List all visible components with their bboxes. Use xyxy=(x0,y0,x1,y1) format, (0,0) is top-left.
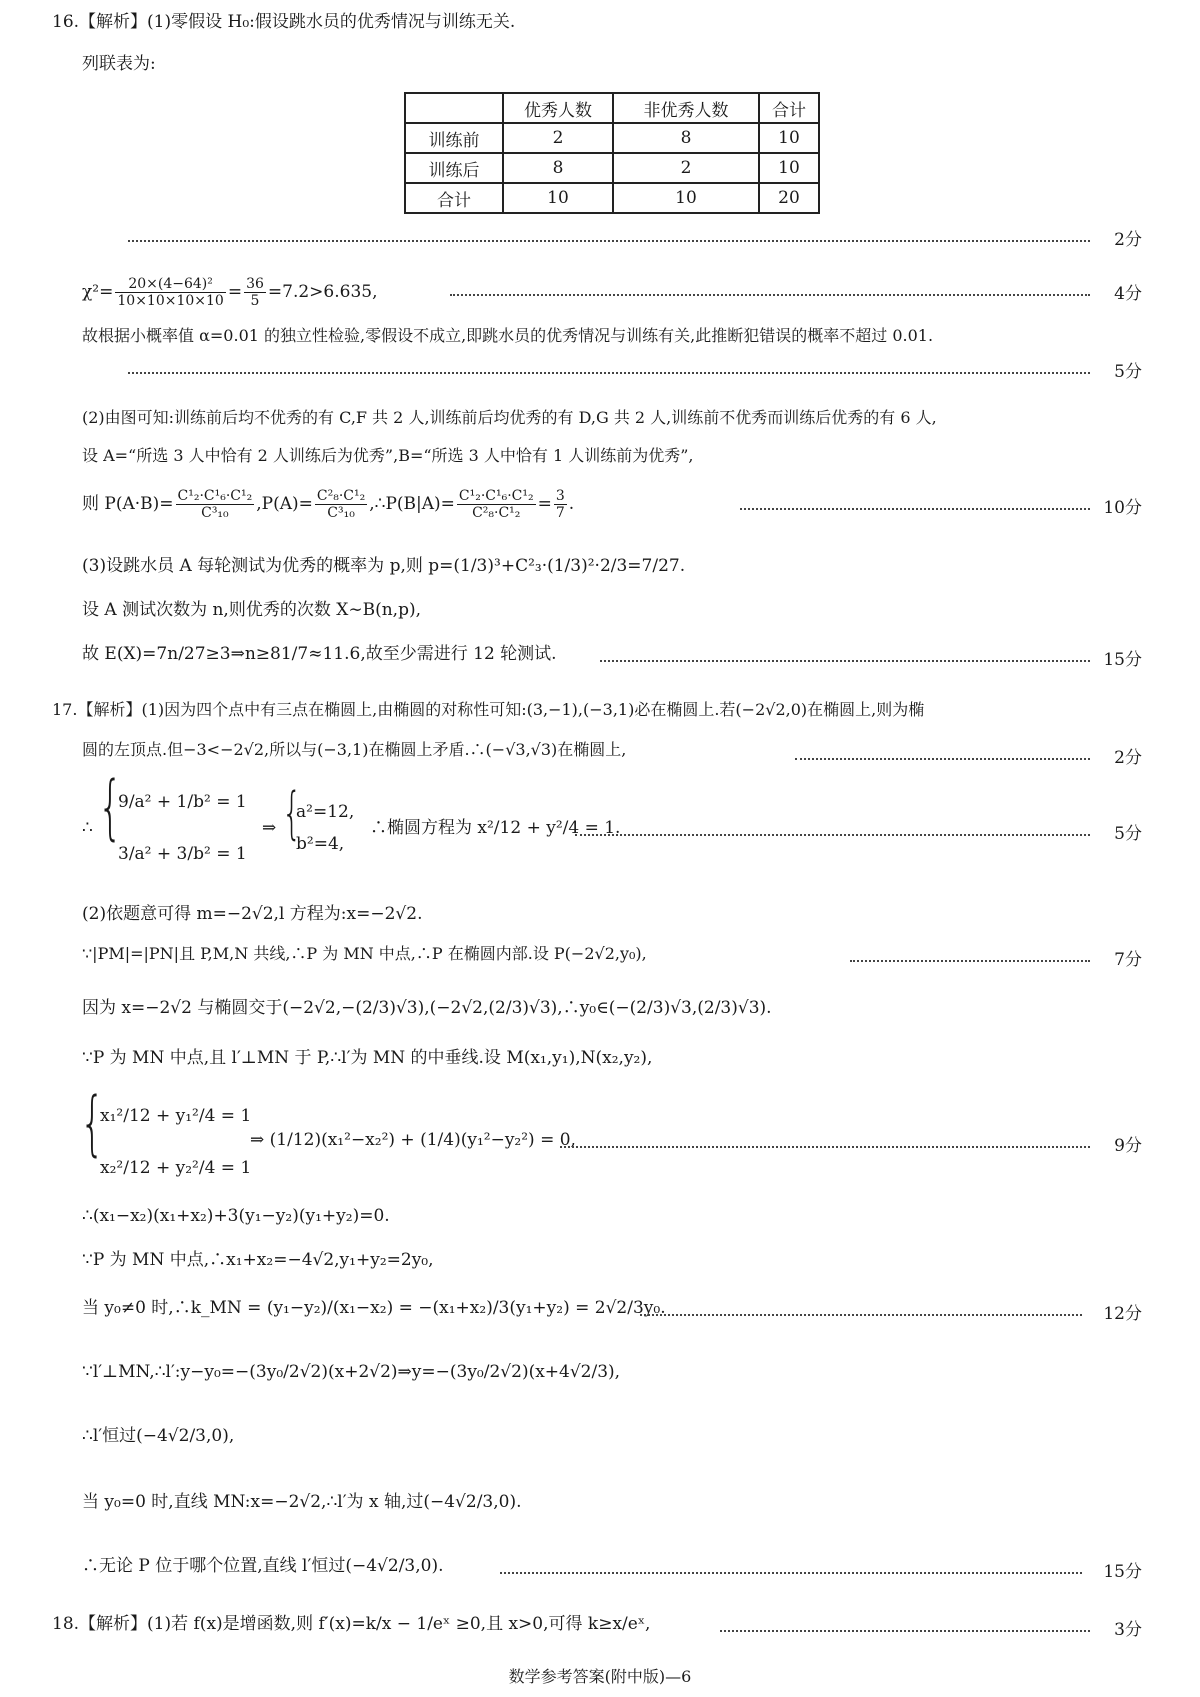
q17-line: 因为 x=−2√2 与椭圆交于(−2√2,−(2/3)√3),(−2√2,(2/3)√3),∴y₀∈(−(2/3)√3,(2/3)√3). xyxy=(82,998,772,1018)
chi-square-formula xyxy=(82,276,378,309)
score: 9分 xyxy=(1114,1136,1142,1156)
fraction xyxy=(554,488,567,521)
formula-part: ,∴P(B|A)= xyxy=(369,494,455,514)
q17-line: ∵l′⊥MN,∴l′:y−y₀=−(3y₀/2√2)(x+2√2)⇒y=−(3y₀/2√2)(x+4√2/3), xyxy=(82,1362,621,1382)
table-header-cell xyxy=(405,93,503,123)
leader-dots xyxy=(128,372,1090,374)
q17-line: ∵P 为 MN 中点,且 l′⊥MN 于 P,∴l′为 MN 的中垂线.设 M(x₁,y₁),N(x₂,y₂), xyxy=(82,1048,653,1068)
ellipse-equation: ∴椭圆方程为 x²/12 + y²/4 = 1. xyxy=(370,818,621,838)
table-cell: 10 xyxy=(503,183,613,213)
table-header-cell: 优秀人数 xyxy=(503,93,613,123)
formula-part: = xyxy=(537,494,552,514)
contingency-table xyxy=(404,92,820,214)
implies-symbol: ⇒ xyxy=(262,818,277,838)
leader-dots xyxy=(560,1146,1090,1148)
formula-part: ,P(A)= xyxy=(256,494,313,514)
q17-heading: 17.【解析】(1)因为四个点中有三点在椭圆上,由椭圆的对称性可知:(3,−1),(−3,1)必在椭圆上.若(−2√2,0)在椭圆上,则为椭 xyxy=(52,700,925,719)
fraction xyxy=(115,276,225,309)
table-cell: 10 xyxy=(613,183,759,213)
formula-part: = xyxy=(227,282,243,302)
table-cell: 训练前 xyxy=(405,123,503,153)
denominator: 10×10×10×10 xyxy=(117,293,224,309)
fraction xyxy=(457,488,536,521)
q16-part3-line: 故 E(X)=7n/27≥3⇒n≥81/7≈11.6,故至少需进行 12 轮测试. xyxy=(82,644,557,664)
left-brace: { xyxy=(80,1082,105,1164)
q16-table-intro: 列联表为: xyxy=(82,54,156,74)
table-header-cell: 非优秀人数 xyxy=(613,93,759,123)
numerator: C¹₂·C¹₆·C¹₂ xyxy=(177,488,253,504)
leader-dots xyxy=(795,758,1090,760)
score: 4分 xyxy=(1114,284,1142,304)
table-cell: 20 xyxy=(759,183,819,213)
denominator: 7 xyxy=(555,505,565,521)
score: 2分 xyxy=(1114,748,1142,768)
score: 3分 xyxy=(1114,1620,1142,1640)
left-brace: { xyxy=(98,766,123,848)
system-equation: 9/a² + 1/b² = 1 xyxy=(118,792,247,812)
q17-line: ∴无论 P 位于哪个位置,直线 l′恒过(−4√2/3,0). xyxy=(82,1556,444,1576)
table-row xyxy=(405,183,819,213)
formula-part: 则 P(A·B)= xyxy=(82,494,174,514)
denominator: C²₈·C¹₂ xyxy=(472,505,521,521)
probability-formula xyxy=(82,488,574,521)
system-equation: 3/a² + 3/b² = 1 xyxy=(118,844,247,864)
numerator: 3 xyxy=(555,488,565,504)
formula-part: χ²= xyxy=(82,282,114,302)
page-footer: 数学参考答案(附中版)—6 xyxy=(508,1667,692,1686)
score: 7分 xyxy=(1114,950,1142,970)
table-header-row xyxy=(405,93,819,123)
formula-part: =7.2>6.635, xyxy=(267,282,378,302)
leader-dots xyxy=(500,1572,1082,1574)
left-brace: { xyxy=(282,781,302,846)
formula-part: . xyxy=(568,494,575,514)
system-result: ⇒ (1/12)(x₁²−x₂²) + (1/4)(y₁²−y₂²) = 0, xyxy=(250,1130,576,1150)
numerator: C¹₂·C¹₆·C¹₂ xyxy=(458,488,534,504)
denominator: C³₁₀ xyxy=(201,505,229,521)
q17-line: ∴l′恒过(−4√2/3,0), xyxy=(82,1426,235,1446)
table-cell: 8 xyxy=(613,123,759,153)
score: 5分 xyxy=(1114,362,1142,382)
table-header-cell: 合计 xyxy=(759,93,819,123)
denominator: 5 xyxy=(250,293,260,309)
q17-line: 当 y₀=0 时,直线 MN:x=−2√2,∴l′为 x 轴,过(−4√2/3,0). xyxy=(82,1492,522,1512)
therefore-symbol: ∴ xyxy=(82,818,93,838)
leader-dots xyxy=(128,240,1090,242)
q17-line: ∵P 为 MN 中点,∴x₁+x₂=−4√2,y₁+y₂=2y₀, xyxy=(82,1250,434,1270)
fraction xyxy=(315,488,367,521)
leader-dots xyxy=(600,660,1090,662)
table-cell: 10 xyxy=(759,123,819,153)
q17-line: ∴(x₁−x₂)(x₁+x₂)+3(y₁−y₂)(y₁+y₂)=0. xyxy=(82,1206,390,1226)
table-row xyxy=(405,123,819,153)
denominator: C³₁₀ xyxy=(327,505,355,521)
table-cell: 8 xyxy=(503,153,613,183)
leader-dots xyxy=(575,834,1090,836)
q16-part3-line: (3)设跳水员 A 每轮测试为优秀的概率为 p,则 p=(1/3)³+C²₃·(1/3)²·2/3=7/27. xyxy=(82,556,686,576)
numerator: C²₈·C¹₂ xyxy=(316,488,366,504)
score: 2分 xyxy=(1114,230,1142,250)
q16-part3-line: 设 A 测试次数为 n,则优秀的次数 X∼B(n,p), xyxy=(82,600,421,620)
q17-line: (2)依题意可得 m=−2√2,l 方程为:x=−2√2. xyxy=(82,904,423,924)
system-equation: x₂²/12 + y₂²/4 = 1 xyxy=(100,1158,252,1178)
table-cell: 2 xyxy=(503,123,613,153)
fraction xyxy=(244,276,266,309)
score: 5分 xyxy=(1114,824,1142,844)
numerator: 36 xyxy=(246,276,264,292)
table-cell: 2 xyxy=(613,153,759,183)
q16-conclusion: 故根据小概率值 α=0.01 的独立性检验,零假设不成立,即跳水员的优秀情况与训练有关,此推断犯错误的概率不超过 0.01. xyxy=(82,326,934,345)
table-cell: 10 xyxy=(759,153,819,183)
system-result: b²=4, xyxy=(296,834,345,854)
score: 15分 xyxy=(1103,650,1142,670)
table-cell: 训练后 xyxy=(405,153,503,183)
score: 10分 xyxy=(1103,498,1142,518)
score: 15分 xyxy=(1103,1562,1142,1582)
leader-dots xyxy=(720,1630,1090,1632)
q16-part2-line: (2)由图可知:训练前后均不优秀的有 C,F 共 2 人,训练前后均优秀的有 D,G 共 2 人,训练前不优秀而训练后优秀的有 6 人, xyxy=(82,408,937,427)
q17-line: 当 y₀≠0 时,∴k_MN = (y₁−y₂)/(x₁−x₂) = −(x₁+x₂)/3(y₁+y₂) = 2√2/3y₀. xyxy=(82,1298,666,1318)
system-result: a²=12, xyxy=(296,802,355,822)
leader-dots xyxy=(850,960,1090,962)
numerator: 20×(4−64)² xyxy=(115,276,225,293)
table-cell: 合计 xyxy=(405,183,503,213)
q18-heading: 18.【解析】(1)若 f(x)是增函数,则 f′(x)=k/x − 1/eˣ ≥0,且 x>0,可得 k≥x/eˣ, xyxy=(52,1614,651,1634)
leader-dots xyxy=(450,294,1090,296)
score: 12分 xyxy=(1103,1304,1142,1324)
q17-line: ∵|PM|=|PN|且 P,M,N 共线,∴P 为 MN 中点,∴P 在椭圆内部.设 P(−2√2,y₀), xyxy=(82,944,647,963)
q16-part2-line: 设 A=“所选 3 人中恰有 2 人训练后为优秀”,B=“所选 3 人中恰有 1 人训练前为优秀”, xyxy=(82,446,694,465)
table-row xyxy=(405,153,819,183)
leader-dots xyxy=(640,1314,1082,1316)
q17-line: 圆的左顶点.但−3<−2√2,所以与(−3,1)在椭圆上矛盾.∴(−√3,√3)在椭圆上, xyxy=(82,740,627,759)
q16-heading: 16.【解析】(1)零假设 H₀:假设跳水员的优秀情况与训练无关. xyxy=(52,12,516,32)
system-equation: x₁²/12 + y₁²/4 = 1 xyxy=(100,1106,252,1126)
fraction xyxy=(176,488,255,521)
leader-dots xyxy=(740,508,1090,510)
